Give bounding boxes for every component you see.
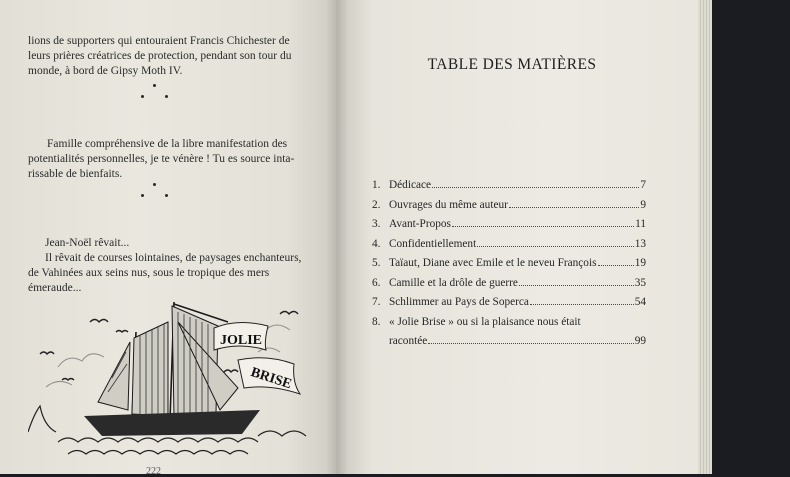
lettering-jolie: JOLIE [219,333,263,348]
toc-page-number: 19 [634,257,646,269]
toc-page-number: 54 [634,296,646,308]
toc-label: Camille et la drôle de guerre [389,276,518,289]
toc-page-number: 35 [634,276,646,289]
dot-leader [519,285,634,286]
toc-entry: 4. Confidentiellement 13 [372,237,646,250]
dot-leader [509,207,639,208]
text-line: lions de supporters qui entouraient Francis Chichester de [28,35,290,47]
paragraph-jean-noel [28,236,301,296]
toc-label: Taïaut, Diane avec Emile et le neveu François [389,257,597,269]
toc-label: « Jolie Brise » ou si la plaisance nous était [389,315,581,328]
toc-page-number: 99 [634,335,646,347]
text-line: monde, à bord de Gipsy Moth IV. [28,65,183,77]
page-number: 222 [146,466,161,477]
toc-entry: 7. Schlimmer au Pays de Soperca 54 [372,296,646,308]
dot-leader [477,246,633,247]
toc-label: racontée [389,335,428,347]
toc-page-number: 9 [640,198,646,211]
toc-label: Avant-Propos [389,218,451,230]
dot-leader [598,265,634,266]
toc-label: Schlimmer au Pays de Soperca [389,296,529,308]
toc-entry: 3. Avant-Propos 11 [372,218,646,230]
page-title: TABLE DES MATIÈRES [427,56,597,73]
text-line: Famille compréhensive de la libre manifestation des [47,138,288,150]
dot-leader [452,226,634,227]
sail-icon [98,306,238,416]
text-line: émeraude... [28,282,82,294]
text-line: de Vahinées aux seins nus, sous le tropique des mers [28,267,270,279]
dot-leader [428,343,633,344]
asterism-2 [141,183,171,203]
text-line: leurs prières créatrices de protection, pendant son tour du [28,50,292,62]
toc-page-number: 7 [640,179,646,191]
table-of-contents [372,179,646,355]
toc-page-number: 13 [634,237,646,250]
toc-label: Dédicace [389,179,432,191]
toc-entry: 6. Camille et la drôle de guerre 35 [372,276,646,289]
toc-label: Ouvrages du même auteur [389,198,508,211]
paragraph-famille [28,137,294,182]
toc-entry: 2. Ouvrages du même auteur 9 [372,198,646,211]
text-line: Il rêvait de courses lointaines, de paysages enchanteurs, [45,252,302,264]
page-edges [698,0,712,474]
sailboat-illustration [28,292,320,464]
text-line: potentialités personnelles, je te vénère ! Tu es source inta- [28,153,295,165]
hull-icon [84,410,260,436]
dot-leader [432,187,639,188]
lettering-brise: BRISE [248,365,294,393]
toc-page-number: 11 [635,218,646,230]
toc-entry: 1. Dédicace 7 [372,179,646,191]
toc-entry: 5. Taïaut, Diane avec Emile et le neveu François 19 [372,257,646,269]
text-line: rissable de bienfaits. [28,168,123,180]
text-line: Jean-Noël rêvait... [45,237,130,249]
toc-entry: 8. « Jolie Brise » ou si la plaisance nous était [372,315,581,328]
paragraph-supporters [28,34,291,79]
toc-label: Confidentiellement [389,237,477,250]
dot-leader [530,304,634,305]
toc-entry-continuation [372,335,646,355]
asterism-1 [141,84,171,104]
book-gutter [326,0,348,474]
